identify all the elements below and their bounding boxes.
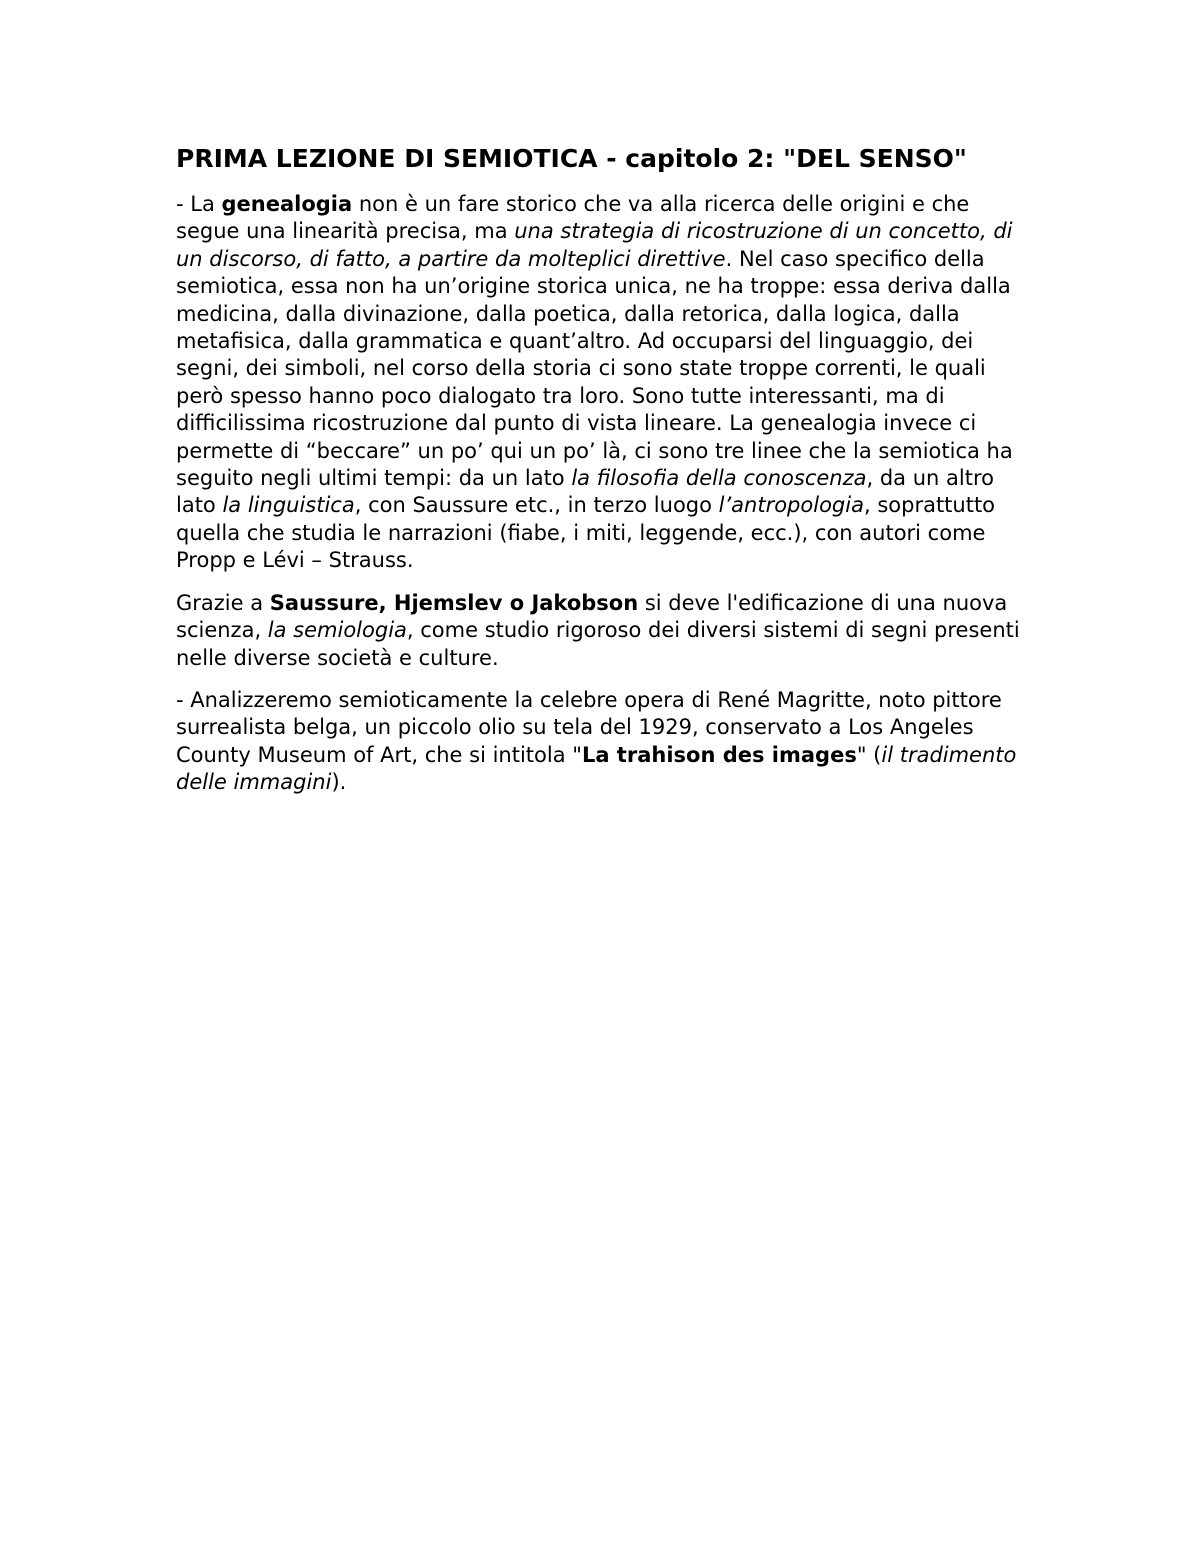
bold-term-genealogia: genealogia xyxy=(221,192,353,216)
paragraph-semiologia xyxy=(176,590,1026,672)
text-run: , con Saussure etc., in terzo luogo xyxy=(354,493,719,518)
text-run: . Nel caso specifico della semiotica, essa non ha un’origine storica unica, ne ha troppe: essa deriva dalla medicina, dalla divinazione, dalla poetica, dalla retorica, dalla logica, dalla metafisica, dalla grammatica e quant’altro. Ad occuparsi del linguaggio, dei segni, dei simboli, nel corso della storia ci sono state troppe correnti, le quali però spesso hanno poco dialogato tra loro. Sono tutte interessanti, ma di difficilissima ricostruzione dal punto di vista lineare. La genealogia invece ci permette di “beccare” un po’ qui un po’ là, ci sono tre linee che la semiotica ha seguito negli ultimi tempi: da un lato xyxy=(176,246,1013,491)
text-run: - Analizzeremo semioticamente la celebre opera di René Magritte, noto pittore surrealista belga, un piccolo olio su tela del 1929, conservato a Los Angeles County Museum of Art, che si intitola " xyxy=(176,687,1002,767)
italic-term-semiologia: la semiologia xyxy=(267,618,407,643)
document-page xyxy=(176,140,1026,812)
text-run: non è un fare storico che va alla ricerca delle origini e che segue una linearità precisa, ma xyxy=(176,192,970,244)
text-run: si deve l'edificazione di una nuova scienza, xyxy=(176,590,1008,643)
text-run: , da un altro lato xyxy=(176,466,994,518)
italic-term-linguistica: la linguistica xyxy=(222,493,355,518)
text-run: , come studio rigoroso dei diversi sistemi di segni presenti nelle diverse società e culture. xyxy=(176,618,1020,670)
document-title: PRIMA LEZIONE DI SEMIOTICA - capitolo 2: "DEL SENSO" xyxy=(176,144,967,173)
italic-artwork-translation: il tradimento delle immagini xyxy=(176,742,1017,795)
bold-artwork-title: La trahison des images xyxy=(581,742,857,767)
text-run: , soprattutto quella che studia le narrazioni (fiabe, i miti, leggende, ecc.), con autori come Propp e Lévi – Strauss. xyxy=(176,493,996,573)
italic-definition: una strategia di ricostruzione di un concetto, di un discorso, di fatto, a partire da molteplici direttive xyxy=(176,219,1013,271)
paragraph-magritte xyxy=(176,687,1026,797)
bold-authors: Saussure, Hjemslev o Jakobson xyxy=(269,590,639,615)
text-run: - La xyxy=(176,192,222,216)
text-run: ). xyxy=(331,770,347,795)
text-run: Grazie a xyxy=(176,590,270,615)
paragraph-genealogy xyxy=(176,191,1026,575)
italic-term-antropologia: l’antropologia xyxy=(718,493,864,518)
text-run: " ( xyxy=(856,742,882,767)
italic-term-filosofia: la filosofia della conoscenza xyxy=(571,466,867,491)
